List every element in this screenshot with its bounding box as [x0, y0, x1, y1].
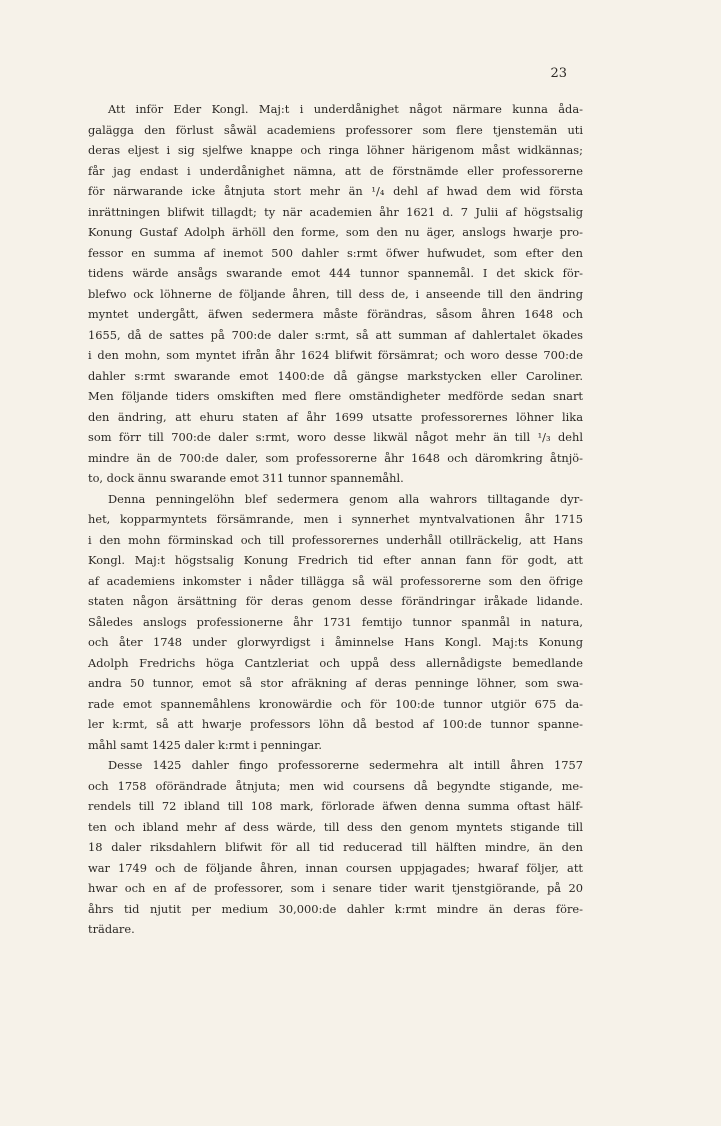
- text-line: blefwo ock löhnerne de följande åhren, till dess de, i anseende till den ändring: [88, 286, 583, 301]
- text-line: som förr till 700:de daler s:rmt, woro desse likwäl något mehr än till ¹/₃ dehl: [88, 430, 583, 444]
- text-line: Att inför Eder Kongl. Maj:t i underdånighet något närmare kunna åda-: [108, 102, 583, 116]
- text-line: i den mohn förminskad och till professorernes underhåll otillräckelig, att Hans: [88, 532, 583, 547]
- text-line: rendels till 72 ibland till 108 mark, förlorade äfwen denna summa oftast hälf-: [88, 799, 583, 813]
- text-line: och åter 1748 under glorwyrdigst i åminnelse Hans Kongl. Maj:ts Konung: [88, 635, 583, 649]
- text-line: Konung Gustaf Adolph ärhöll den forme, som den nu äger, anslogs hwarje pro-: [88, 225, 583, 239]
- text-line: deras eljest i sig sjelfwe knappe och ringa löhner härigenom måst widkännas;: [88, 143, 583, 157]
- text-line: Men följande tiders omskiften med flere omständigheter medförde sedan snart: [88, 389, 583, 403]
- text-line: i den mohn, som myntet ifrån åhr 1624 blifwit försämrat; och woro desse 700:de: [88, 348, 583, 362]
- text-line: 1655, då de sattes på 700:de daler s:rmt, så att summan af dahlertalet ökades: [88, 327, 583, 342]
- text-line: rade emot spannemåhlens kronowärdie och för 100:de tunnor utgiör 675 da-: [88, 696, 583, 711]
- text-line: får jag endast i underdånighet nämna, att de förstnämde eller professorerne: [88, 163, 583, 178]
- text-line: mindre än de 700:de daler, som professorerne åhr 1648 och däromkring åtnjö-: [88, 450, 583, 465]
- text-line: fessor en summa af inemot 500 dahler s:rmt öfwer hufwudet, som efter den: [88, 245, 583, 260]
- paragraph-2: [88, 489, 583, 756]
- text-line: Desse 1425 dahler fingo professorerne sedermehra alt intill åhren 1757: [108, 758, 583, 772]
- text-line: Kongl. Maj:t högstsalig Konung Fredrich tid efter annan fann för godt, att: [88, 553, 583, 567]
- text-line: måhl samt 1425 daler k:rmt i penningar.: [88, 737, 322, 752]
- text-line: Denna penningelöhn blef sedermera genom alla wahrors tilltagande dyr-: [108, 491, 583, 506]
- text-line: het, kopparmyntets försämrande, men i synnerhet myntvalvationen åhr 1715: [88, 512, 583, 526]
- text-line: ten och ibland mehr af dess wärde, till dess den genom myntets stigande till: [88, 819, 583, 834]
- text-line: andra 50 tunnor, emot så stor afräkning af deras penninge löhner, som swa-: [88, 676, 583, 690]
- text-line: för närwarande icke åtnjuta stort mehr än ¹/₄ dehl af hwad dem wid första: [88, 184, 583, 198]
- text-line: myntet undergått, äfwen sedermera måste förändras, såsom åhren 1648 och: [88, 307, 583, 321]
- text-line: dahler s:rmt swarande emot 1400:de då gängse markstycken eller Caroliner.: [88, 368, 583, 383]
- text-line: 18 daler riksdahlern blifwit för all tid reducerad till hälften mindre, än den: [88, 840, 583, 854]
- text-line: Således anslogs professionerne åhr 1731 femtijo tunnor spanmål in natura,: [88, 614, 583, 629]
- text-line: hwar och en af de professorer, som i senare tider warit tjenstgiörande, på 20: [88, 881, 583, 895]
- text-line: staten någon ärsättning för deras genom desse förändringar iråkade lidande.: [88, 594, 583, 608]
- text-line: inrättningen blifwit tillagdt; ty när academien åhr 1621 d. 7 Julii af högstsalig: [88, 204, 583, 219]
- text-line: ler k:rmt, så att hwarje professors löhn då bestod af 100:de tunnor spanne-: [88, 717, 583, 731]
- text-line: tidens wärde ansågs swarande emot 444 tunnor spannemål. I det skick för-: [88, 266, 583, 280]
- text-line: trädare.: [88, 922, 135, 936]
- body-text: [88, 99, 583, 940]
- page-number: 23: [550, 66, 567, 81]
- text-line: af academiens inkomster i nåder tillägga så wäl professorerne som den öfrige: [88, 573, 583, 588]
- text-line: to, dock ännu swarande emot 311 tunnor spannemåhl.: [88, 471, 404, 485]
- text-line: och 1758 oförändrade åtnjuta; men wid coursens då begyndte stigande, me-: [88, 778, 583, 793]
- text-line: åhrs tid njutit per medium 30,000:de dahler k:rmt mindre än deras före-: [88, 901, 583, 916]
- text-line: galägga den förlust såwäl academiens professorer som flere tjenstemän uti: [88, 122, 583, 137]
- text-line: den ändring, att ehuru staten af åhr 1699 utsatte professorernes löhner lika: [88, 409, 583, 424]
- text-line: war 1749 och de följande åhren, innan coursen uppjagades; hwaraf följer, att: [88, 860, 583, 875]
- text-line: Adolph Fredrichs höga Cantzleriat och uppå dess allernådigste bemedlande: [88, 655, 583, 670]
- paragraph-1: [88, 99, 583, 489]
- paragraph-3: [88, 755, 583, 940]
